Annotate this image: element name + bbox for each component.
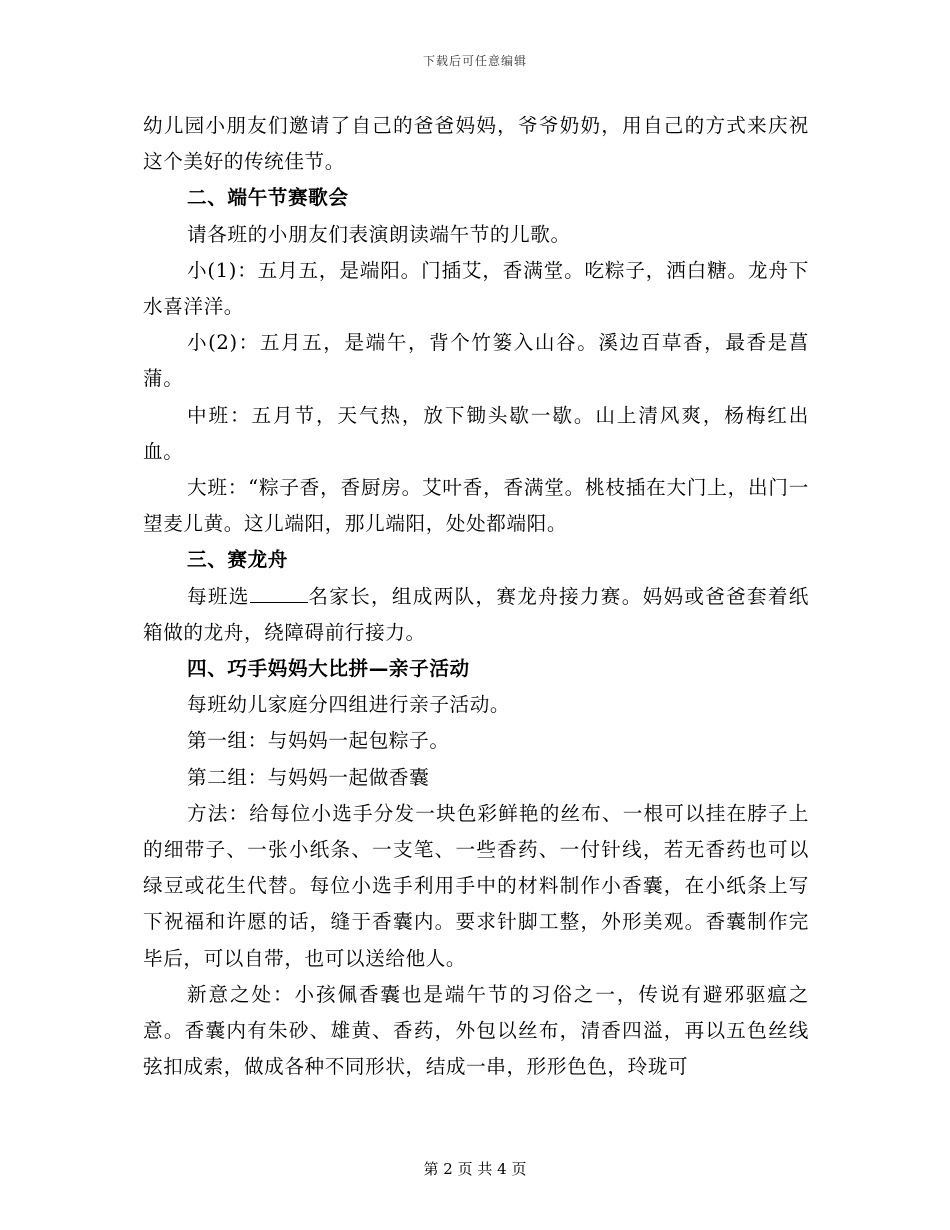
section-heading: 四、巧手妈妈大比拼—亲子活动: [187, 657, 470, 681]
paragraph: 大班：“粽子香，香厨房。艾叶香，香满堂。桃枝插在大门上，出门一望麦儿黄。这儿端阳，那儿端阳，处处都端阳。: [143, 476, 809, 536]
paragraph: 第一组：与妈妈一起包粽子。: [187, 729, 450, 753]
paragraph: 方法：给每位小选手分发一块色彩鲜艳的丝布、一根可以挂在脖子上的细带子、一张小纸条、一支笔、一些香药、一付针线，若无香药也可以绿豆或花生代替。每位小选手利用手中的材料制作小香囊，在小纸条上写下祝福和许愿的话，缝于香囊内。要求针脚工整，外形美观。香囊制作完毕后，可以自带，也可以送给他人。: [143, 801, 809, 970]
paragraph: 新意之处：小孩佩香囊也是端午节的习俗之一，传说有避邪驱瘟之意。香囊内有朱砂、雄黄、香药，外包以丝布，清香四溢，再以五色丝线弦扣成索，做成各种不同形状，结成一串，形形色色，玲珑可: [143, 982, 809, 1079]
paragraph: 小(1)：五月五，是端阳。门插艾，香满堂。吃粽子，洒白糖。龙舟下水喜洋洋。: [143, 258, 809, 319]
paragraph: 第二组：与妈妈一起做香囊: [187, 765, 430, 789]
text-fragment: 每班选: [187, 584, 250, 608]
paragraph: 请各班的小朋友们表演朗读端午节的儿歌。: [187, 222, 571, 246]
paragraph: 每班幼儿家庭分四组进行亲子活动。: [187, 693, 511, 717]
paragraph: 幼儿园小朋友们邀请了自己的爸爸妈妈，爷爷奶奶，用自己的方式来庆祝这个美好的传统佳节。: [143, 114, 809, 174]
paragraph: [143, 579, 809, 651]
document-body: [143, 108, 809, 1085]
section-heading: 二、端午节赛歌会: [187, 186, 349, 210]
fill-in-blank: [250, 601, 308, 603]
paragraph: 小(2)：五月五，是端午，背个竹篓入山谷。溪边百草香，最香是菖蒲。: [143, 331, 809, 391]
paragraph: 中班：五月节，天气热，放下锄头歇一歇。山上清风爽，杨梅红出血。: [143, 403, 809, 463]
page-footer: 第 2 页 共 4 页: [423, 1160, 527, 1178]
section-heading: 三、赛龙舟: [187, 548, 288, 572]
text-fragment: 名家长，组成两队，赛龙舟接力赛。妈妈或爸爸套着纸箱做的龙舟，绕障碍前行接力。: [143, 584, 809, 644]
page-header: 下载后可任意编辑: [422, 54, 527, 68]
